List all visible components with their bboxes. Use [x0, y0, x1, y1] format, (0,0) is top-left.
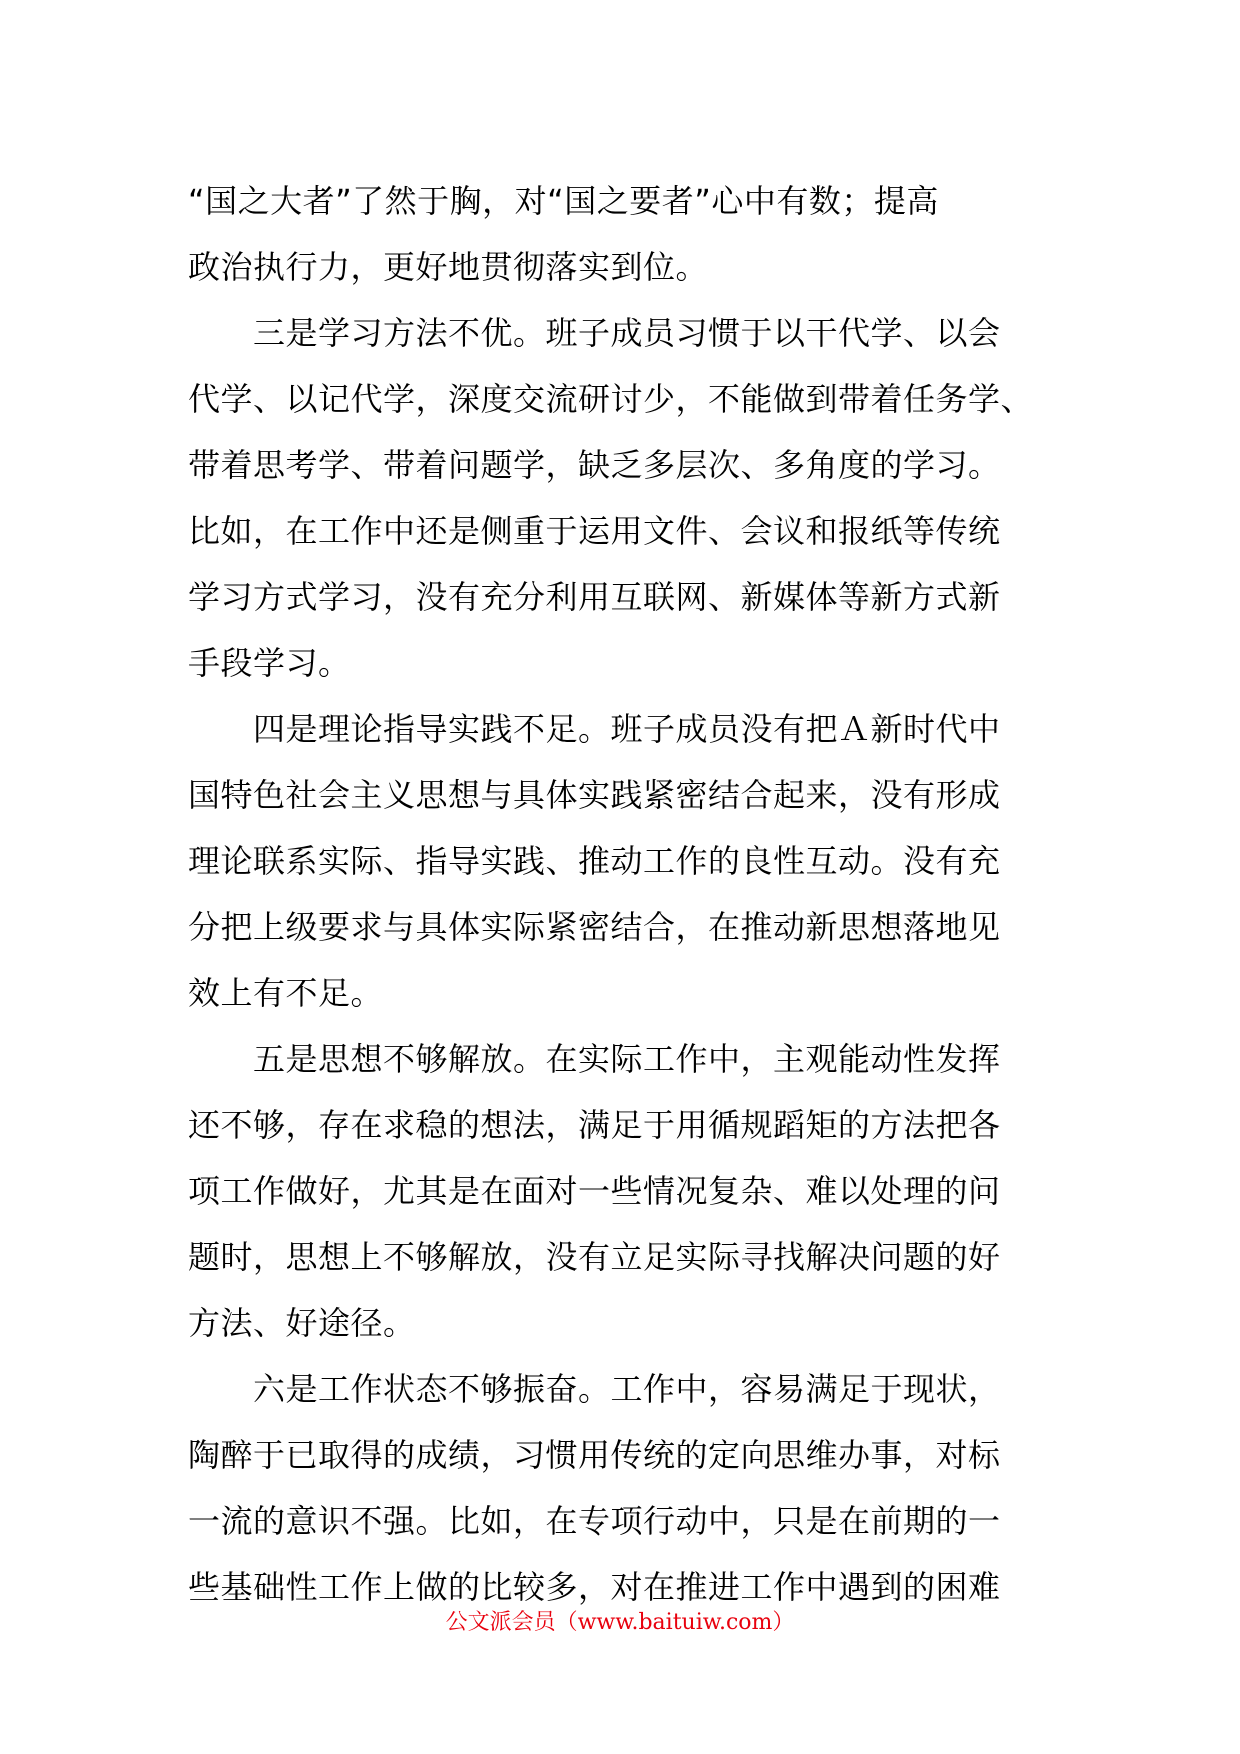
text-line: 效上有不足。 [188, 974, 384, 1012]
text-line: 手段学习。 [188, 644, 351, 682]
text-line: 题时，思想上不够解放，没有立足实际寻找解决问题的好 [188, 1238, 1001, 1276]
document-body [188, 168, 1033, 1620]
text-line: 分把上级要求与具体实际紧密结合，在推动新思想落地见 [188, 908, 1001, 946]
text-line: 比如，在工作中还是侧重于运用文件、会议和报纸等传统 [188, 512, 1001, 550]
text-line: 五是思想不够解放。在实际工作中，主观能动性发挥 [188, 1040, 1001, 1078]
text-line: 还不够，存在求稳的想法，满足于用循规蹈矩的方法把各 [188, 1106, 1001, 1144]
text-line: 方法、好途径。 [188, 1304, 416, 1342]
text-line: “国之大者”了然于胸，对“国之要者”心中有数；提高 [188, 182, 939, 220]
text-line: 三是学习方法不优。班子成员习惯于以干代学、以会 [188, 314, 1001, 352]
text-line: 代学、以记代学，深度交流研讨少，不能做到带着任务学、 [188, 380, 1034, 418]
text-line: 政治执行力，更好地贯彻落实到位。 [188, 248, 709, 286]
text-line: 学习方式学习，没有充分利用互联网、新媒体等新方式新 [188, 578, 1001, 616]
text-line: 四是理论指导实践不足。班子成员没有把Ａ新时代中 [188, 710, 1001, 748]
footer-watermark-link[interactable]: 公文派会员（www.baituiw.com） [445, 1610, 795, 1635]
text-line: 国特色社会主义思想与具体实践紧密结合起来，没有形成 [188, 776, 1001, 814]
text-line: 项工作做好，尤其是在面对一些情况复杂、难以处理的问 [188, 1172, 1001, 1210]
text-line: 些基础性工作上做的比较多，对在推进工作中遇到的困难 [188, 1568, 1001, 1606]
text-line: 一流的意识不强。比如，在专项行动中，只是在前期的一 [188, 1502, 1001, 1540]
text-line: 理论联系实际、指导实践、推动工作的良性互动。没有充 [188, 842, 1001, 880]
text-line: 陶醉于已取得的成绩，习惯用传统的定向思维办事，对标 [188, 1436, 1001, 1474]
text-line: 带着思考学、带着问题学，缺乏多层次、多角度的学习。 [188, 446, 1001, 484]
text-line: 六是工作状态不够振奋。工作中，容易满足于现状， [188, 1370, 1001, 1408]
